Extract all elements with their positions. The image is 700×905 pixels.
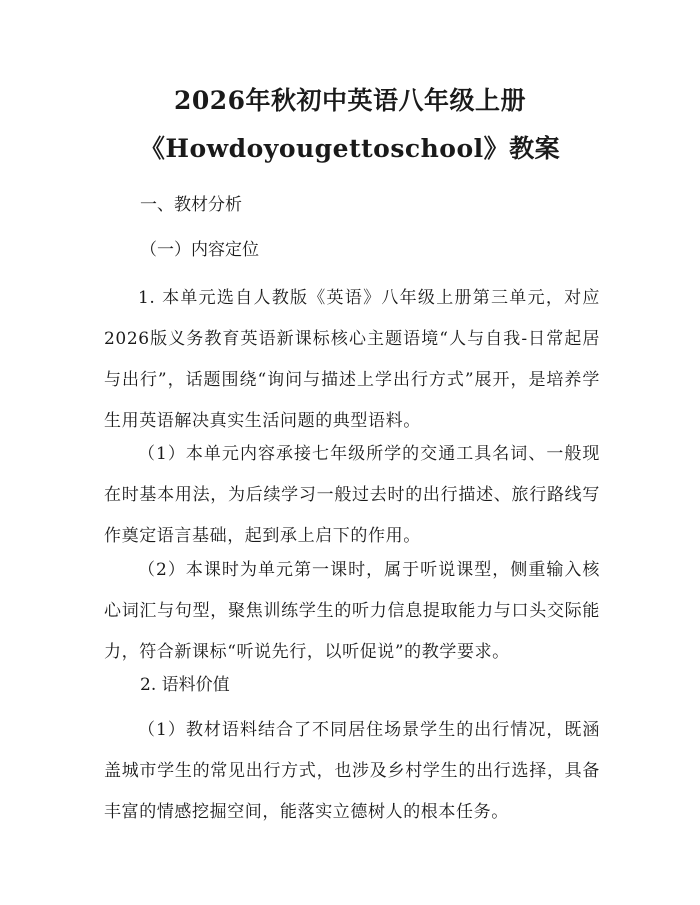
document-title-line1: 2026年秋初中英语八年级上册: [173, 86, 527, 115]
paragraph-unit-source: 1. 本单元选自人教版《英语》八年级上册第三单元，对应2026版义务教育英语新课标核心主题语境“人与自我-日常起居与出行”，话题围绕“询问与描述上学出行方式”展开，是培养学生用英语解决真实生活问题的典型语料。: [104, 288, 600, 431]
paragraph-content-connection: （1）本单元内容承接七年级所学的交通工具名词、一般现在时基本用法，为后续学习一般过去时的出行描述、旅行路线写作奠定语言基础，起到承上启下的作用。: [104, 444, 600, 546]
subsection-heading-material-value: 2. 语料价值: [140, 675, 230, 695]
paragraph-lesson-type: （2）本课时为单元第一课时，属于听说课型，侧重输入核心词汇与句型，聚焦训练学生的听力信息提取能力与口头交际能力，符合新课标“听说先行，以听促说”的教学要求。: [104, 560, 600, 662]
subsection-heading-content-positioning: （一）内容定位: [140, 240, 259, 260]
paragraph-material-value: （1）教材语料结合了不同居住场景学生的出行情况，既涵盖城市学生的常见出行方式，也涉及乡村学生的出行选择，具备丰富的情感挖掘空间，能落实立德树人的根本任务。: [104, 720, 600, 822]
section-heading-textbook-analysis: 一、教材分析: [140, 195, 242, 215]
document-title-line2: 《Howdoyougettoschool》教案: [139, 134, 561, 163]
